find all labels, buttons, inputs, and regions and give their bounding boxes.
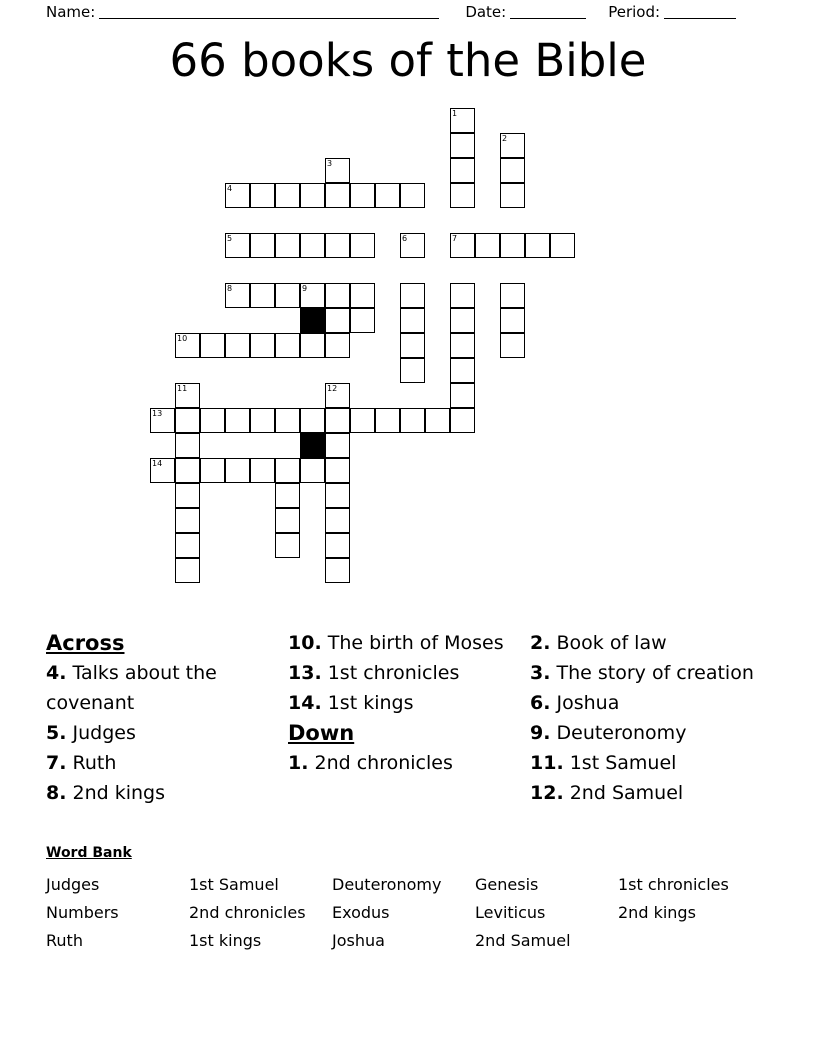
grid-cell[interactable] bbox=[500, 133, 525, 158]
grid-cell[interactable] bbox=[450, 183, 475, 208]
clue-text: Judges bbox=[72, 722, 136, 744]
grid-cell[interactable] bbox=[175, 383, 200, 408]
grid-cell[interactable] bbox=[325, 433, 350, 458]
grid-cell[interactable] bbox=[350, 233, 375, 258]
grid-cell-number: 5 bbox=[227, 234, 233, 243]
grid-cell[interactable] bbox=[400, 333, 425, 358]
clue-text: The birth of Moses bbox=[327, 632, 504, 654]
grid-cell[interactable] bbox=[225, 333, 250, 358]
grid-cell[interactable] bbox=[450, 333, 475, 358]
clue-number: 1. bbox=[288, 752, 309, 774]
clue-text: Book of law bbox=[556, 632, 667, 654]
grid-cell[interactable] bbox=[150, 408, 175, 433]
clue-across-4 bbox=[46, 658, 276, 718]
grid-cell[interactable] bbox=[325, 233, 350, 258]
word-bank-item[interactable]: Exodus bbox=[332, 903, 390, 922]
word-bank-item[interactable]: 1st Samuel bbox=[189, 875, 279, 894]
grid-cell[interactable] bbox=[175, 333, 200, 358]
clue-text: 2nd Samuel bbox=[569, 782, 684, 804]
word-bank-item[interactable]: Deuteronomy bbox=[332, 875, 442, 894]
grid-cell[interactable] bbox=[450, 358, 475, 383]
grid-cell[interactable] bbox=[275, 183, 300, 208]
clue-across-8 bbox=[46, 778, 276, 808]
grid-cell[interactable] bbox=[200, 333, 225, 358]
grid-cell[interactable] bbox=[400, 183, 425, 208]
clue-down-11 bbox=[530, 748, 772, 778]
clue-number: 4. bbox=[46, 662, 67, 684]
across-heading: Across bbox=[46, 631, 125, 655]
grid-cell[interactable] bbox=[350, 183, 375, 208]
grid-cell[interactable] bbox=[175, 433, 200, 458]
clue-across-13 bbox=[288, 658, 528, 688]
grid-cell[interactable] bbox=[275, 408, 300, 433]
grid-cell[interactable] bbox=[250, 233, 275, 258]
word-bank-item[interactable]: Leviticus bbox=[475, 903, 546, 922]
grid-cell[interactable] bbox=[400, 358, 425, 383]
clues-column-2 bbox=[288, 628, 528, 778]
grid-cell[interactable] bbox=[500, 233, 525, 258]
word-bank-item[interactable]: 2nd chronicles bbox=[189, 903, 306, 922]
grid-cell-number: 12 bbox=[327, 384, 338, 393]
grid-cell[interactable] bbox=[525, 233, 550, 258]
word-bank-row bbox=[46, 927, 772, 955]
grid-cell[interactable] bbox=[275, 233, 300, 258]
grid-cell[interactable] bbox=[300, 283, 325, 308]
grid-cell[interactable] bbox=[325, 333, 350, 358]
grid-cell[interactable] bbox=[450, 233, 475, 258]
grid-cell[interactable] bbox=[550, 233, 575, 258]
grid-cell[interactable] bbox=[225, 233, 250, 258]
clue-number: 7. bbox=[46, 752, 67, 774]
clue-text: Talks about the covenant bbox=[46, 662, 217, 714]
word-bank-item[interactable]: 1st kings bbox=[189, 931, 262, 950]
clue-across-5 bbox=[46, 718, 276, 748]
grid-cell[interactable] bbox=[475, 233, 500, 258]
clue-text: Ruth bbox=[72, 752, 117, 774]
grid-cell[interactable] bbox=[500, 183, 525, 208]
grid-cell[interactable] bbox=[175, 508, 200, 533]
clue-text: Joshua bbox=[556, 692, 620, 714]
grid-cell[interactable] bbox=[200, 458, 225, 483]
grid-cell[interactable] bbox=[325, 383, 350, 408]
grid-cell[interactable] bbox=[250, 408, 275, 433]
grid-cell[interactable] bbox=[500, 158, 525, 183]
clue-down-12 bbox=[530, 778, 772, 808]
grid-cell-number: 10 bbox=[177, 334, 188, 343]
grid-cell[interactable] bbox=[275, 508, 300, 533]
word-bank bbox=[46, 845, 772, 955]
grid-cell-blocked bbox=[300, 433, 325, 458]
clue-across-7 bbox=[46, 748, 276, 778]
clue-text: Deuteronomy bbox=[556, 722, 687, 744]
grid-cell[interactable] bbox=[325, 458, 350, 483]
grid-cell[interactable] bbox=[300, 333, 325, 358]
grid-cell[interactable] bbox=[400, 408, 425, 433]
word-bank-item[interactable]: 2nd kings bbox=[618, 903, 696, 922]
clue-across-14 bbox=[288, 688, 528, 718]
clue-number: 12. bbox=[530, 782, 564, 804]
grid-cell[interactable] bbox=[350, 308, 375, 333]
clue-text: 2nd chronicles bbox=[314, 752, 453, 774]
grid-cell[interactable] bbox=[500, 333, 525, 358]
grid-cell-number: 14 bbox=[152, 459, 163, 468]
grid-cell[interactable] bbox=[500, 283, 525, 308]
clue-text: 1st Samuel bbox=[569, 752, 677, 774]
grid-cell[interactable] bbox=[350, 408, 375, 433]
clue-number: 10. bbox=[288, 632, 322, 654]
grid-cell[interactable] bbox=[500, 308, 525, 333]
clue-text: 1st kings bbox=[327, 692, 414, 714]
grid-cell-number: 8 bbox=[227, 284, 233, 293]
grid-cell[interactable] bbox=[425, 408, 450, 433]
grid-cell[interactable] bbox=[400, 308, 425, 333]
grid-cell[interactable] bbox=[400, 283, 425, 308]
grid-cell[interactable] bbox=[250, 283, 275, 308]
grid-cell[interactable] bbox=[150, 458, 175, 483]
grid-cell[interactable] bbox=[300, 458, 325, 483]
clue-down-9 bbox=[530, 718, 772, 748]
grid-cell[interactable] bbox=[275, 458, 300, 483]
clue-number: 14. bbox=[288, 692, 322, 714]
word-bank-item[interactable]: 2nd Samuel bbox=[475, 931, 571, 950]
grid-cell[interactable] bbox=[275, 483, 300, 508]
grid-cell[interactable] bbox=[225, 283, 250, 308]
date-field-line[interactable] bbox=[510, 5, 586, 19]
grid-cell-number: 6 bbox=[402, 234, 408, 243]
grid-cell[interactable] bbox=[375, 183, 400, 208]
grid-cell[interactable] bbox=[325, 158, 350, 183]
grid-cell[interactable] bbox=[450, 108, 475, 133]
grid-cell[interactable] bbox=[325, 308, 350, 333]
student-info-header bbox=[46, 0, 770, 24]
word-bank-item[interactable]: Judges bbox=[46, 875, 100, 894]
clue-text: The story of creation bbox=[556, 662, 754, 684]
grid-cell[interactable] bbox=[325, 483, 350, 508]
grid-cell[interactable] bbox=[450, 408, 475, 433]
word-bank-rows bbox=[46, 871, 772, 955]
clues-column-3 bbox=[530, 628, 772, 808]
word-bank-row bbox=[46, 899, 772, 927]
clue-number: 2. bbox=[530, 632, 551, 654]
period-field-line[interactable] bbox=[664, 5, 736, 19]
clue-down-1 bbox=[288, 748, 528, 778]
word-bank-item[interactable]: Ruth bbox=[46, 931, 83, 950]
grid-cell[interactable] bbox=[275, 333, 300, 358]
grid-cell[interactable] bbox=[300, 408, 325, 433]
grid-cell[interactable] bbox=[325, 558, 350, 583]
grid-cell-blocked bbox=[300, 308, 325, 333]
grid-cell[interactable] bbox=[450, 283, 475, 308]
clues-section bbox=[46, 628, 772, 833]
clue-text: 2nd kings bbox=[72, 782, 166, 804]
grid-cell[interactable] bbox=[250, 183, 275, 208]
grid-cell-number: 1 bbox=[452, 109, 458, 118]
grid-cell[interactable] bbox=[200, 408, 225, 433]
grid-cell[interactable] bbox=[225, 183, 250, 208]
grid-cell-number: 3 bbox=[327, 159, 333, 168]
grid-cell-number: 11 bbox=[177, 384, 188, 393]
clue-number: 11. bbox=[530, 752, 564, 774]
grid-cell[interactable] bbox=[275, 283, 300, 308]
word-bank-title: Word Bank bbox=[46, 845, 132, 861]
grid-cell[interactable] bbox=[300, 233, 325, 258]
page-title: 66 books of the Bible bbox=[169, 34, 647, 87]
clues-column-1 bbox=[46, 628, 276, 808]
word-bank-item[interactable]: Numbers bbox=[46, 903, 119, 922]
grid-cell[interactable] bbox=[350, 283, 375, 308]
clue-number: 13. bbox=[288, 662, 322, 684]
grid-cell-number: 9 bbox=[302, 284, 308, 293]
clue-text: 1st chronicles bbox=[327, 662, 460, 684]
grid-cell[interactable] bbox=[325, 533, 350, 558]
grid-cell[interactable] bbox=[225, 408, 250, 433]
grid-cell[interactable] bbox=[175, 458, 200, 483]
grid-cell[interactable] bbox=[325, 508, 350, 533]
word-bank-item[interactable]: 1st chronicles bbox=[618, 875, 729, 894]
grid-cell-number: 13 bbox=[152, 409, 163, 418]
grid-cell[interactable] bbox=[450, 158, 475, 183]
grid-cell[interactable] bbox=[225, 458, 250, 483]
word-bank-item[interactable]: Joshua bbox=[332, 931, 385, 950]
date-label: Date: bbox=[465, 3, 507, 21]
grid-cell[interactable] bbox=[450, 308, 475, 333]
word-bank-item[interactable]: Genesis bbox=[475, 875, 539, 894]
grid-cell[interactable] bbox=[175, 533, 200, 558]
clue-down-6 bbox=[530, 688, 772, 718]
grid-cell[interactable] bbox=[450, 133, 475, 158]
grid-cell[interactable] bbox=[450, 383, 475, 408]
grid-cell[interactable] bbox=[325, 183, 350, 208]
clue-number: 9. bbox=[530, 722, 551, 744]
name-label: Name: bbox=[46, 3, 96, 21]
clue-number: 8. bbox=[46, 782, 67, 804]
word-bank-row bbox=[46, 871, 772, 899]
grid-cell[interactable] bbox=[325, 408, 350, 433]
grid-cell-number: 2 bbox=[502, 134, 508, 143]
grid-cell[interactable] bbox=[250, 333, 275, 358]
grid-cell-number: 4 bbox=[227, 184, 233, 193]
name-field-line[interactable] bbox=[99, 5, 439, 19]
clue-down-2 bbox=[530, 628, 772, 658]
clue-number: 6. bbox=[530, 692, 551, 714]
period-label: Period: bbox=[608, 3, 661, 21]
crossword-grid[interactable] bbox=[0, 108, 816, 628]
clue-across-10 bbox=[288, 628, 528, 658]
grid-cell[interactable] bbox=[325, 283, 350, 308]
word-bank-spacer bbox=[618, 927, 761, 955]
grid-cell[interactable] bbox=[400, 233, 425, 258]
grid-cell[interactable] bbox=[175, 483, 200, 508]
grid-cell[interactable] bbox=[275, 533, 300, 558]
grid-cell[interactable] bbox=[375, 408, 400, 433]
clue-down-3 bbox=[530, 658, 772, 688]
grid-cell[interactable] bbox=[300, 183, 325, 208]
grid-cell[interactable] bbox=[250, 458, 275, 483]
grid-cell[interactable] bbox=[175, 558, 200, 583]
clue-number: 3. bbox=[530, 662, 551, 684]
clue-number: 5. bbox=[46, 722, 67, 744]
grid-cell-number: 7 bbox=[452, 234, 458, 243]
down-heading: Down bbox=[288, 721, 355, 745]
grid-cell[interactable] bbox=[175, 408, 200, 433]
